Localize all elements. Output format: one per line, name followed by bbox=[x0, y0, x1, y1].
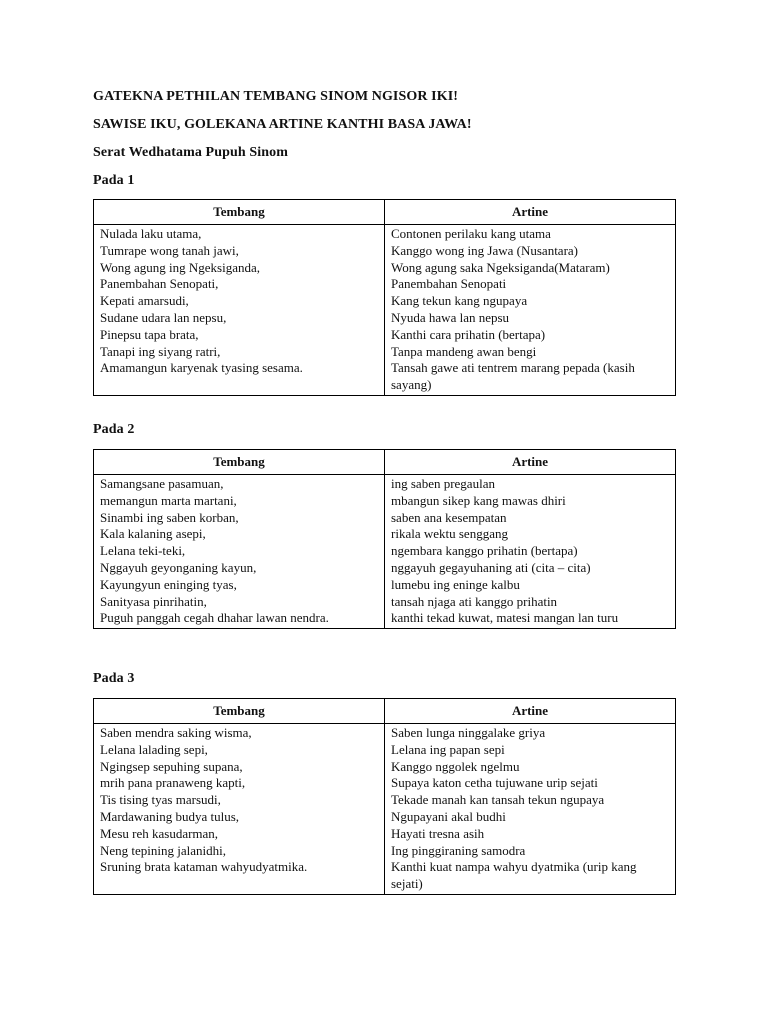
pada-3-table bbox=[93, 698, 676, 895]
tembang-line: Saben mendra saking wisma, bbox=[100, 725, 252, 740]
artine-line: Tekade manah kan tansah tekun ngupaya bbox=[391, 792, 605, 808]
tembang-cell bbox=[94, 225, 385, 396]
table-header-row bbox=[94, 450, 676, 475]
instruction-heading-1: GATEKNA PETHILAN TEMBANG SINOM NGISOR IKI! bbox=[93, 89, 459, 104]
tembang-cell bbox=[94, 475, 385, 629]
column-header-tembang: Tembang bbox=[94, 699, 385, 724]
artine-line: Hayati tresna asih bbox=[391, 825, 485, 841]
artine-line: kanthi tekad kuwat, matesi mangan lan turu bbox=[391, 610, 619, 626]
instruction-heading-2: SAWISE IKU, GOLEKANA ARTINE KANTHI BASA JAWA! bbox=[93, 117, 472, 132]
artine-cell bbox=[385, 475, 676, 629]
artine-line: Kanthi cara prihatin (bertapa) bbox=[391, 326, 546, 342]
tembang-line: mrih pana pranaweng kapti, bbox=[100, 775, 246, 791]
artine-line: Nyuda hawa lan nepsu bbox=[391, 309, 510, 325]
tembang-line: Ngingsep sepuhing supana, bbox=[100, 758, 243, 774]
tembang-line: Kala kalaning asepi, bbox=[100, 526, 206, 542]
column-header-artine: Artine bbox=[385, 699, 676, 724]
artine-line: Wong agung saka Ngeksiganda(Mataram) bbox=[391, 259, 610, 275]
table-header-row bbox=[94, 699, 676, 724]
pada-1-label: Pada 1 bbox=[93, 173, 135, 188]
tembang-line: Sanityasa pinrihatin, bbox=[100, 593, 207, 609]
tembang-line: Amamangun karyenak tyasing sesama. bbox=[100, 360, 303, 376]
column-header-tembang: Tembang bbox=[94, 200, 385, 225]
tembang-line: Sinambi ing saben korban, bbox=[100, 509, 239, 525]
artine-line: Ing pinggiraning samodra bbox=[391, 842, 526, 858]
artine-line: Kanggo wong ing Jawa (Nusantara) bbox=[391, 242, 579, 258]
tembang-line: Tumrape wong tanah jawi, bbox=[100, 242, 239, 258]
artine-line: Kanggo nggolek ngelmu bbox=[391, 758, 520, 774]
tembang-line: Kayungyun eninging tyas, bbox=[100, 576, 237, 592]
tembang-line: Puguh panggah cegah dhahar lawan nendra. bbox=[100, 610, 329, 626]
tembang-line: Mardawaning budya tulus, bbox=[100, 808, 240, 824]
artine-cell bbox=[385, 225, 676, 396]
artine-line: mbangun sikep kang mawas dhiri bbox=[391, 492, 566, 508]
artine-line: Saben lunga ninggalake griya bbox=[391, 725, 546, 740]
tembang-line: Lelana lalading sepi, bbox=[100, 741, 208, 757]
artine-line: Ngupayani akal budhi bbox=[391, 808, 506, 824]
tembang-line: Pinepsu tapa brata, bbox=[100, 326, 199, 342]
subtitle: Serat Wedhatama Pupuh Sinom bbox=[93, 145, 288, 160]
tembang-line: Lelana teki-teki, bbox=[100, 543, 186, 559]
tembang-line: Sudane udara lan nepsu, bbox=[100, 309, 227, 325]
tembang-line: Tanapi ing siyang ratri, bbox=[100, 343, 221, 359]
artine-cell bbox=[385, 724, 676, 895]
artine-line: lumebu ing eninge kalbu bbox=[391, 576, 520, 592]
pada-2-table bbox=[93, 449, 676, 629]
artine-line: Supaya katon cetha tujuwane urip sejati bbox=[391, 775, 598, 791]
tembang-line: Nggayuh geyonganing kayun, bbox=[100, 559, 257, 575]
column-header-tembang: Tembang bbox=[94, 450, 385, 475]
column-header-artine: Artine bbox=[385, 450, 676, 475]
artine-line: ngembara kanggo prihatin (bertapa) bbox=[391, 543, 578, 559]
artine-line: saben ana kesempatan bbox=[391, 509, 507, 525]
artine-line: Tanpa mandeng awan bengi bbox=[391, 343, 537, 359]
artine-line: Kanthi kuat nampa wahyu dyatmika (urip kang sejati) bbox=[391, 859, 637, 892]
tembang-line: Tis tising tyas marsudi, bbox=[100, 792, 221, 808]
tembang-line: Panembahan Senopati, bbox=[100, 276, 219, 292]
table-header-row bbox=[94, 200, 676, 225]
artine-line: Lelana ing papan sepi bbox=[391, 741, 505, 757]
table-row bbox=[94, 475, 676, 629]
pada-3-label: Pada 3 bbox=[93, 671, 135, 686]
artine-line: Contonen perilaku kang utama bbox=[391, 226, 551, 241]
tembang-line: Nulada laku utama, bbox=[100, 226, 202, 241]
artine-line: tansah njaga ati kanggo prihatin bbox=[391, 593, 558, 609]
tembang-line: Kepati amarsudi, bbox=[100, 293, 189, 309]
artine-line: Panembahan Senopati bbox=[391, 276, 507, 292]
column-header-artine: Artine bbox=[385, 200, 676, 225]
tembang-line: Sruning brata kataman wahyudyatmika. bbox=[100, 859, 308, 875]
tembang-line: Mesu reh kasudarman, bbox=[100, 825, 219, 841]
artine-line: rikala wektu senggang bbox=[391, 526, 508, 542]
tembang-line: memangun marta martani, bbox=[100, 492, 237, 508]
tembang-line: Wong agung ing Ngeksiganda, bbox=[100, 259, 260, 275]
artine-line: Kang tekun kang ngupaya bbox=[391, 293, 528, 309]
artine-line: ing saben pregaulan bbox=[391, 476, 495, 491]
tembang-line: Samangsane pasamuan, bbox=[100, 476, 224, 491]
artine-line: nggayuh gegayuhaning ati (cita – cita) bbox=[391, 559, 591, 575]
tembang-line: Neng tepining jalanidhi, bbox=[100, 842, 227, 858]
pada-2-label: Pada 2 bbox=[93, 422, 135, 437]
tembang-cell bbox=[94, 724, 385, 895]
pada-1-table bbox=[93, 199, 676, 396]
table-row bbox=[94, 724, 676, 895]
table-row bbox=[94, 225, 676, 396]
artine-line: Tansah gawe ati tentrem marang pepada (kasih sayang) bbox=[391, 360, 635, 393]
